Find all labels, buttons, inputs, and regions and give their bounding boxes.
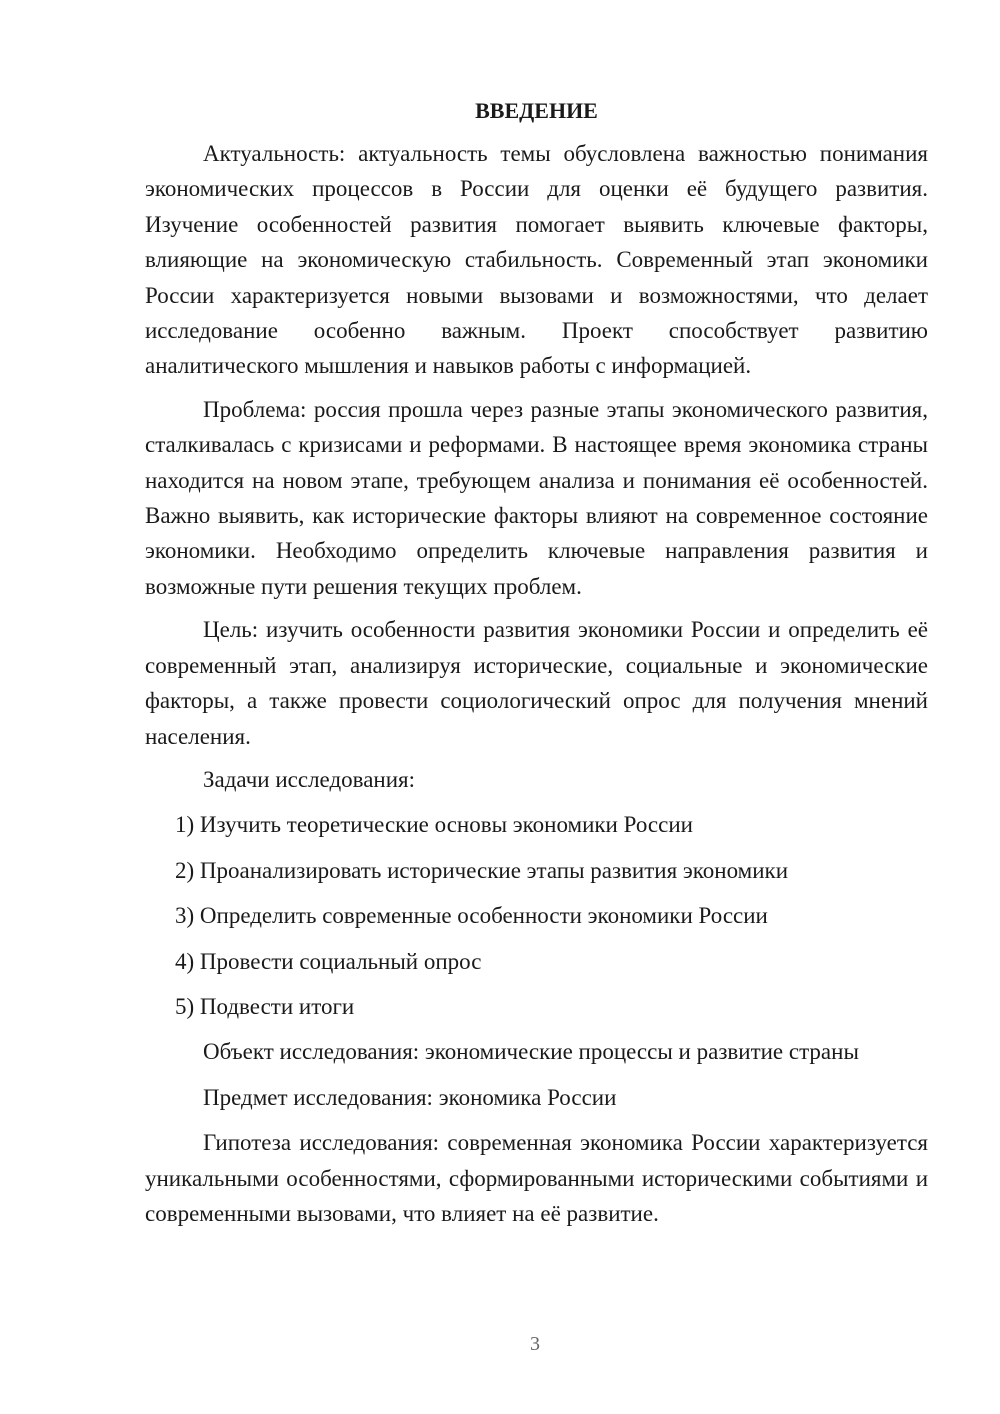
goal-paragraph: Цель: изучить особенности развития экономики России и определить её современный этап, анализируя исторические, социальные и экономические факторы, а также провести социологический опрос для получения мнений населения.	[145, 617, 928, 749]
problem-paragraph: Проблема: россия прошла через разные этапы экономического развития, сталкивалась с кризисами и реформами. В настоящее время экономика страны находится на новом этапе, требующем анализа и понимания её особенностей. Важно выявить, как исторические факторы влияют на современное состояние экономики. Необходимо определить ключевые направления развития и возможные пути решения текущих проблем.	[145, 396, 928, 599]
research-subject: Предмет исследования: экономика России	[203, 1084, 617, 1110]
page-title: ВВЕДЕНИЕ	[475, 98, 598, 123]
task-item: 4) Провести социальный опрос	[175, 948, 482, 974]
page-number: 3	[530, 1333, 540, 1355]
hypothesis-paragraph: Гипотеза исследования: современная экономика России характеризуется уникальными особенностями, сформированными историческими событиями и современными вызовами, что влияет на её развитие.	[145, 1130, 928, 1226]
task-item: 1) Изучить теоретические основы экономики России	[175, 812, 693, 838]
task-item: 3) Определить современные особенности экономики России	[175, 903, 768, 929]
task-item: 2) Проанализировать исторические этапы развития экономики	[175, 857, 789, 883]
tasks-list	[145, 807, 928, 1024]
tasks-heading: Задачи исследования:	[203, 766, 416, 792]
task-item: 5) Подвести итоги	[175, 993, 355, 1019]
research-object: Объект исследования: экономические процессы и развитие страны	[203, 1039, 859, 1065]
relevance-paragraph: Актуальность: актуальность темы обусловлена важностью понимания экономических процессов в России для оценки её будущего развития. Изучение особенностей развития помогает выявить ключевые факторы, влияющие на экономическую стабильность. Современный этап экономики России характеризуется новыми вызовами и возможностями, что делает исследование особенно важным. Проект способствует развитию аналитического мышления и навыков работы с информацией.	[145, 141, 928, 379]
page-content	[145, 96, 928, 1239]
